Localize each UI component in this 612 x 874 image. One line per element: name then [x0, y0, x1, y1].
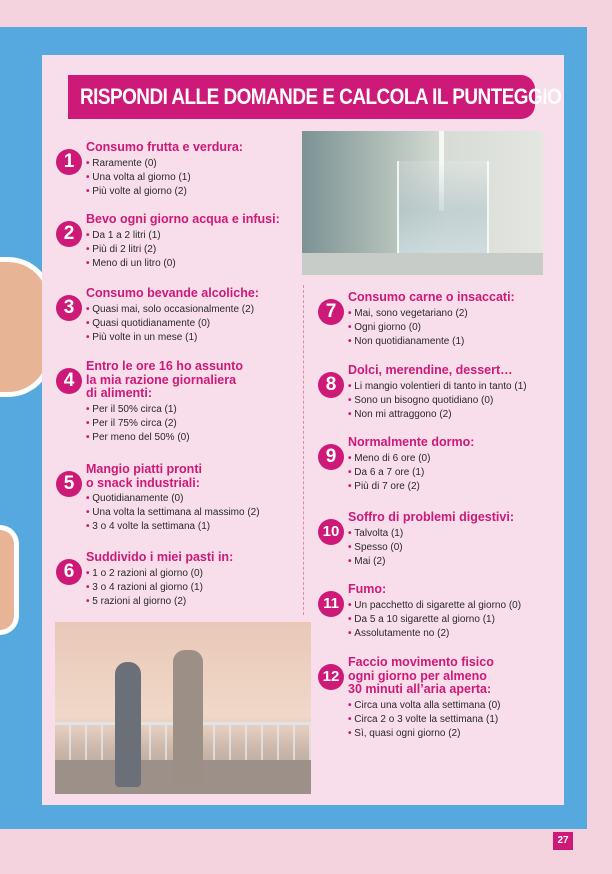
- question-title: Dolci, merendine, dessert…: [348, 363, 513, 377]
- answer-option: • Più volte al giorno (2): [86, 185, 243, 199]
- question-body: [86, 551, 233, 609]
- question-title: Entro le ore 16 ho assunto: [86, 359, 243, 373]
- question-number-badge: 3: [56, 295, 82, 321]
- answer-option: • Raramente (0): [86, 157, 243, 171]
- question-body: [348, 583, 521, 641]
- answer-option: • 3 o 4 volte la settimana (1): [86, 520, 260, 534]
- column-divider: [303, 285, 304, 615]
- answer-option: • Una volta la settimana al massimo (2): [86, 506, 260, 520]
- answer-option: • Meno di 6 ore (0): [348, 452, 474, 466]
- runner-man: [173, 650, 203, 785]
- answer-option: • Più di 7 ore (2): [348, 480, 474, 494]
- question-title: ogni giorno per almeno: [348, 668, 487, 683]
- answer-option: • Circa 2 o 3 volte la settimana (1): [348, 713, 500, 727]
- question-title: Fumo:: [348, 582, 387, 596]
- question-number-badge: 4: [56, 368, 82, 394]
- answer-option: • 3 o 4 razioni al giorno (1): [86, 581, 233, 595]
- answer-option: • 5 razioni al giorno (2): [86, 595, 233, 609]
- question-body: [86, 287, 259, 345]
- runners-photo: [55, 622, 311, 794]
- answer-option: • Non quotidianamente (1): [348, 335, 515, 349]
- question-title: di alimenti:: [86, 386, 152, 400]
- question-title: Soffro di problemi digestivi:: [348, 510, 514, 524]
- answer-option: • Una volta al giorno (1): [86, 171, 243, 185]
- answer-option: • Quasi quotidianamente (0): [86, 317, 259, 331]
- answer-option: • Per il 50% circa (1): [86, 403, 243, 417]
- question-number-badge: 10: [318, 519, 344, 545]
- question-number-badge: 7: [318, 299, 344, 325]
- answer-option: • Quotidianamente (0): [86, 492, 260, 506]
- answer-option: • Quasi mai, solo occasionalmente (2): [86, 303, 259, 317]
- question-title: Consumo bevande alcoliche:: [86, 286, 259, 300]
- question-title: Consumo frutta e verdura:: [86, 140, 243, 154]
- answer-option: • Meno di un litro (0): [86, 257, 280, 271]
- answer-option: • Circa una volta alla settimana (0): [348, 699, 500, 713]
- question-title: Consumo carne o insaccati:: [348, 290, 515, 304]
- question-number-badge: 12: [318, 664, 344, 690]
- question-title: Faccio movimento fisico: [348, 655, 494, 669]
- question-title: 30 minuti all’aria aperta:: [348, 682, 492, 696]
- answer-option: • Mai (2): [348, 555, 514, 569]
- answer-option: • Non mi attraggono (2): [348, 408, 527, 422]
- question-number-badge: 6: [56, 559, 82, 585]
- woman-photo-edge: [0, 262, 48, 392]
- page-number: 27: [553, 832, 573, 850]
- question-body: [348, 364, 527, 422]
- answer-option: • Mai, sono vegetariano (2): [348, 307, 515, 321]
- question-title: Mangio piatti pronti: [86, 462, 202, 476]
- answer-option: • Per meno del 50% (0): [86, 431, 243, 445]
- question-title: Bevo ogni giorno acqua e infusi:: [86, 212, 280, 226]
- answer-option: • Spesso (0): [348, 541, 514, 555]
- question-title: la mia razione giornaliera: [86, 372, 237, 387]
- answer-option: • Per il 75% circa (2): [86, 417, 243, 431]
- question-body: [348, 656, 500, 741]
- page-title: RISPONDI ALLE DOMANDE E CALCOLA IL PUNTEGGIO: [80, 84, 562, 109]
- question-number-badge: 8: [318, 372, 344, 398]
- question-body: [348, 511, 514, 569]
- answer-option: • Talvolta (1): [348, 527, 514, 541]
- question-number-badge: 9: [318, 444, 344, 470]
- answer-option: • Più volte in un mese (1): [86, 331, 259, 345]
- question-number-badge: 2: [56, 221, 82, 247]
- question-title: o snack industriali:: [86, 475, 200, 490]
- question-number-badge: 11: [318, 591, 344, 617]
- answer-option: • Sì, quasi ogni giorno (2): [348, 727, 500, 741]
- runner-woman: [115, 662, 141, 787]
- question-title: Suddivido i miei pasti in:: [86, 550, 234, 564]
- question-body: [86, 213, 280, 271]
- answer-option: • Da 5 a 10 sigarette al giorno (1): [348, 613, 521, 627]
- question-body: [348, 291, 515, 349]
- table-surface: [302, 253, 543, 275]
- woman-photo-edge-lower: [0, 530, 14, 630]
- answer-option: • 1 o 2 razioni al giorno (0): [86, 567, 233, 581]
- answer-option: • Più di 2 litri (2): [86, 243, 280, 257]
- question-number-badge: 5: [56, 471, 82, 497]
- question-body: [86, 360, 243, 445]
- answer-option: • Assolutamente no (2): [348, 627, 521, 641]
- question-number-badge: 1: [56, 149, 82, 175]
- question-body: [86, 141, 243, 199]
- answer-option: • Sono un bisogno quotidiano (0): [348, 394, 527, 408]
- answer-option: • Da 6 a 7 ore (1): [348, 466, 474, 480]
- answer-option: • Li mangio volentieri di tanto in tanto (1): [348, 380, 527, 394]
- answer-option: • Da 1 a 2 litri (1): [86, 229, 280, 243]
- water-glass-photo: [302, 131, 543, 275]
- question-body: [348, 436, 474, 494]
- question-title: Normalmente dormo:: [348, 435, 475, 449]
- question-body: [86, 463, 260, 535]
- answer-option: • Un pacchetto di sigarette al giorno (0): [348, 599, 521, 613]
- answer-option: • Ogni giorno (0): [348, 321, 515, 335]
